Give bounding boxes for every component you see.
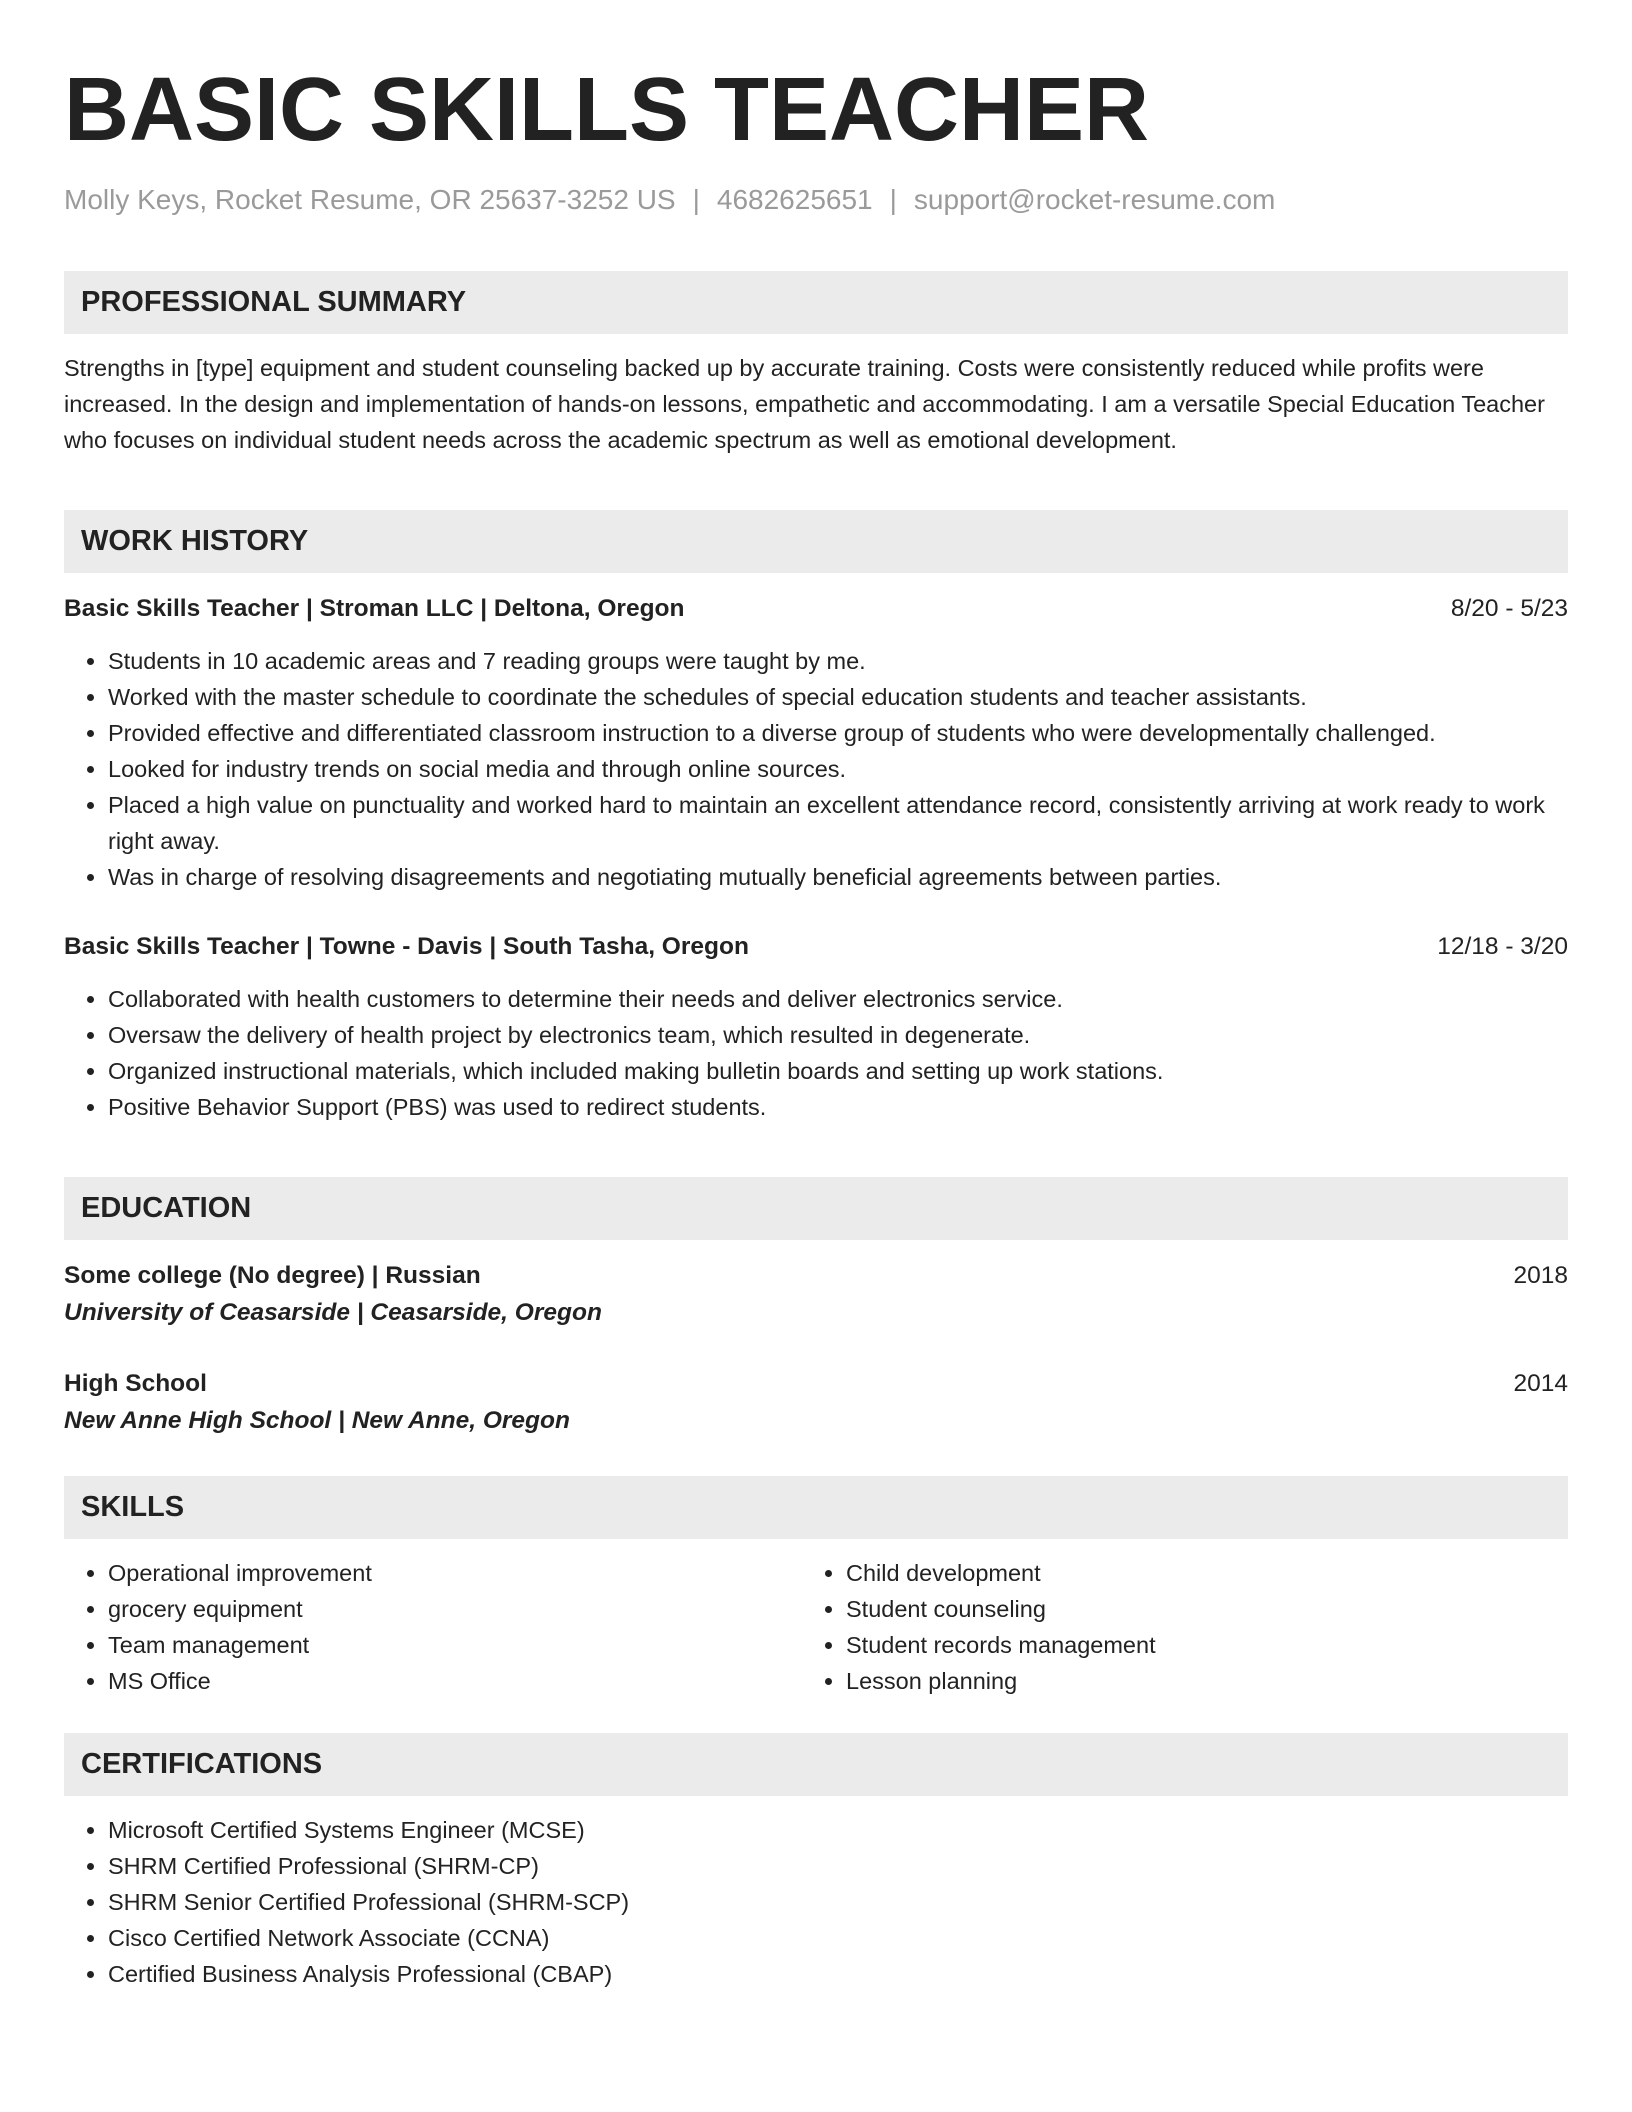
skill-item: • Operational improvement [108, 1555, 802, 1591]
contact-separator: | [889, 184, 897, 215]
job-bullet: • Was in charge of resolving disagreements and negotiating mutually beneficial agreements between parties. [108, 859, 1568, 895]
skill-item: • Child development [846, 1555, 1156, 1591]
education-school: New Anne High School | New Anne, Oregon [64, 1407, 570, 1434]
job-entry [64, 929, 1568, 1125]
skill-item: • Lesson planning [846, 1663, 1156, 1699]
job-bullet: • Positive Behavior Support (PBS) was used to redirect students. [108, 1089, 1568, 1125]
resume-name: BASIC SKILLS TEACHER [64, 60, 1150, 160]
job-dates: 8/20 - 5/23 [1450, 595, 1568, 622]
skills-column-2 [802, 1555, 1156, 1699]
section-heading-summary: PROFESSIONAL SUMMARY [64, 271, 1568, 334]
certification-item: • SHRM Senior Certified Professional (SHRM-SCP) [108, 1884, 1568, 1920]
job-bullet: • Oversaw the delivery of health project by electronics team, which resulted in degenerate. [108, 1017, 1568, 1053]
job-header [64, 591, 1568, 627]
contact-line [64, 182, 1568, 218]
certification-item: • Certified Business Analysis Professional (CBAP) [108, 1956, 1568, 1992]
job-bullet: • Collaborated with health customers to determine their needs and deliver electronics service. [108, 981, 1568, 1017]
skill-item: • Student records management [846, 1627, 1156, 1663]
job-bullet: • Provided effective and differentiated classroom instruction to a diverse group of students who were developmentally challenged. [108, 715, 1568, 751]
skill-item: • grocery equipment [108, 1591, 802, 1627]
job-bullets [64, 643, 1568, 895]
job-dates: 12/18 - 3/20 [1437, 933, 1568, 960]
section-heading-work: WORK HISTORY [64, 510, 1568, 573]
job-title: Basic Skills Teacher | Towne - Davis | South Tasha, Oregon [64, 933, 749, 960]
skills-grid [64, 1555, 1568, 1699]
section-heading-education: EDUCATION [64, 1177, 1568, 1240]
job-bullet: • Worked with the master schedule to coordinate the schedules of special education students and teacher assistants. [108, 679, 1568, 715]
job-bullet: • Placed a high value on punctuality and worked hard to maintain an excellent attendance record, consistently arriving at work ready to work right away. [108, 787, 1568, 859]
job-bullet: • Students in 10 academic areas and 7 reading groups were taught by me. [108, 643, 1568, 679]
job-title: Basic Skills Teacher | Stroman LLC | Deltona, Oregon [64, 595, 685, 622]
education-entry [64, 1366, 1568, 1440]
job-bullets [64, 981, 1568, 1125]
education-entry [64, 1258, 1568, 1332]
summary-text: Strengths in [type] equipment and student counseling backed up by accurate training. Costs were consistently reduced while profits were increased. In the design and implementation of hands-on lessons, empathetic and accommodating. I am a versatile Special Education Teacher who focuses on individual student needs across the academic spectrum as well as emotional development. [64, 355, 1545, 453]
skill-item: • Team management [108, 1627, 802, 1663]
education-degree: High School [64, 1370, 207, 1397]
skill-item: • MS Office [108, 1663, 802, 1699]
education-header [64, 1366, 1568, 1402]
education-year: 2014 [1513, 1370, 1568, 1397]
section-heading-certifications: CERTIFICATIONS [64, 1733, 1568, 1796]
education-school: University of Ceasarside | Ceasarside, Oregon [64, 1299, 602, 1326]
certification-item: • Microsoft Certified Systems Engineer (MCSE) [108, 1812, 1568, 1848]
contact-address: Molly Keys, Rocket Resume, OR 25637-3252 US [64, 184, 676, 215]
certification-item: • SHRM Certified Professional (SHRM-CP) [108, 1848, 1568, 1884]
job-bullet: • Organized instructional materials, which included making bulletin boards and setting up work stations. [108, 1053, 1568, 1089]
education-year: 2018 [1513, 1262, 1568, 1289]
section-heading-skills: SKILLS [64, 1476, 1568, 1539]
job-bullet: • Looked for industry trends on social media and through online sources. [108, 751, 1568, 787]
contact-phone: 4682625651 [716, 184, 873, 215]
skills-column-1 [64, 1555, 802, 1699]
job-header [64, 929, 1568, 965]
skill-item: • Student counseling [846, 1591, 1156, 1627]
certification-item: • Cisco Certified Network Associate (CCNA) [108, 1920, 1568, 1956]
education-header [64, 1258, 1568, 1294]
job-entry [64, 591, 1568, 895]
certifications-list [64, 1812, 1568, 1992]
education-degree: Some college (No degree) | Russian [64, 1262, 481, 1289]
contact-email: support@rocket-resume.com [913, 184, 1276, 215]
contact-separator: | [692, 184, 700, 215]
